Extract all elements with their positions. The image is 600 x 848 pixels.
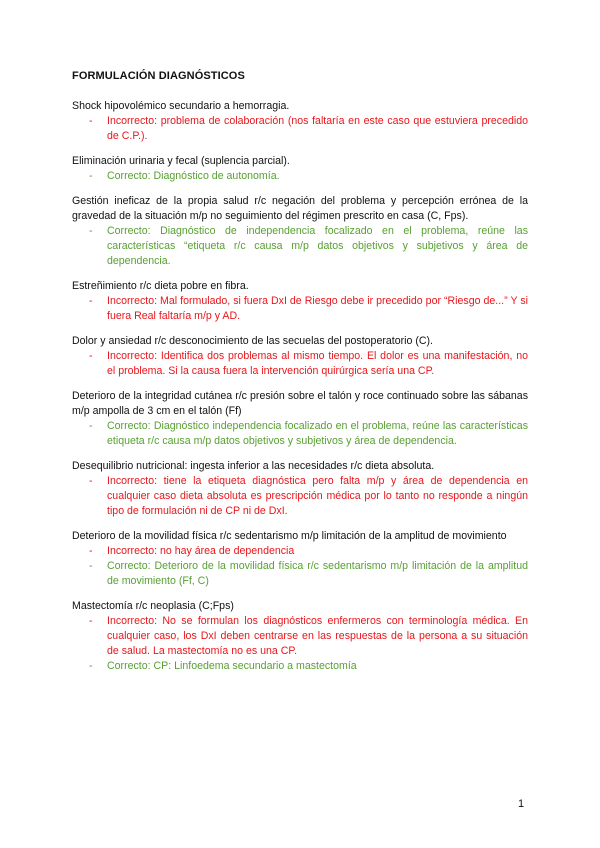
diagnosis-heading: Gestión ineficaz de la propia salud r/c negación del problema y percepción errónea de la gravedad de la situación m/p no seguimiento del régimen prescrito en casa (C, Fps). (72, 195, 528, 222)
document-title: FORMULACIÓN DIAGNÓSTICOS (72, 70, 245, 82)
correct-evaluation (72, 419, 528, 449)
diagnosis-heading: Shock hipovolémico secundario a hemorragia. (72, 100, 290, 112)
incorrect-evaluation (72, 294, 528, 324)
evaluation-text: Correcto: Diagnóstico de autonomía. (107, 170, 280, 182)
incorrect-evaluation (72, 614, 528, 659)
diagnosis-section (72, 334, 528, 379)
diagnosis-heading: Estreñimiento r/c dieta pobre en fibra. (72, 280, 249, 292)
diagnosis-section (72, 154, 528, 184)
evaluation-list (72, 224, 528, 269)
evaluation-list (72, 169, 528, 184)
diagnosis-section (72, 599, 528, 674)
evaluation-list (72, 419, 528, 449)
evaluation-text: Correcto: Diagnóstico de independencia focalizado en el problema, reúne las características “etiqueta r/c causa m/p datos objetivos y subjetivos y área de dependencia. (107, 225, 528, 267)
evaluation-text: Incorrecto: no hay área de dependencia (107, 545, 295, 557)
incorrect-evaluation (72, 544, 528, 559)
evaluation-text: Incorrecto: Identifica dos problemas al mismo tiempo. El dolor es una manifestación, no el problema. Si la causa fuera la intervención quirúrgica sería una CP. (107, 350, 528, 377)
evaluation-list (72, 474, 528, 519)
diagnosis-section (72, 459, 528, 519)
bullet-dash: - (89, 295, 93, 307)
bullet-dash: - (89, 350, 93, 362)
bullet-dash: - (89, 170, 93, 182)
evaluation-list (72, 544, 528, 589)
incorrect-evaluation (72, 114, 528, 144)
evaluation-text: Correcto: Deterioro de la movilidad física r/c sedentarismo m/p limitación de la amplitud de movimiento (Ff, C) (107, 560, 528, 587)
diagnosis-heading: Mastectomía r/c neoplasia (C;Fps) (72, 600, 234, 612)
diagnosis-section (72, 279, 528, 324)
diagnosis-heading: Eliminación urinaria y fecal (suplencia parcial). (72, 155, 290, 167)
bullet-dash: - (89, 475, 93, 487)
evaluation-text: Incorrecto: tiene la etiqueta diagnóstica pero falta m/p y área de dependencia en cualquier caso dieta absoluta es prescripción médica por lo tanto no responde a ningún tipo de formulación ni de CP ni de DxI. (107, 475, 528, 517)
correct-evaluation (72, 169, 528, 184)
bullet-dash: - (89, 615, 93, 627)
diagnosis-list (72, 99, 528, 674)
evaluation-list (72, 114, 528, 144)
diagnosis-section (72, 389, 528, 449)
evaluation-text: Incorrecto: No se formulan los diagnósticos enfermeros con terminología médica. En cualquier caso, los DxI deben centrarse en las respuestas de la persona a su situación de salud. La mastectomía no es una CP. (107, 615, 528, 657)
bullet-dash: - (89, 560, 93, 572)
evaluation-text: Correcto: Diagnóstico independencia focalizado en el problema, reúne las características etiqueta r/c causa m/p datos objetivos y subjetivos y área de dependencia. (107, 420, 528, 447)
bullet-dash: - (89, 420, 93, 432)
diagnosis-section (72, 99, 528, 144)
evaluation-list (72, 294, 528, 324)
diagnosis-heading: Dolor y ansiedad r/c desconocimiento de las secuelas del postoperatorio (C). (72, 335, 433, 347)
evaluation-list (72, 349, 528, 379)
incorrect-evaluation (72, 474, 528, 519)
evaluation-text: Incorrecto: Mal formulado, si fuera DxI de Riesgo debe ir precedido por “Riesgo de...” Y si fuera Real faltaría m/p y AD. (107, 295, 528, 322)
diagnosis-section (72, 194, 528, 269)
incorrect-evaluation (72, 349, 528, 379)
page-number: 1 (518, 798, 525, 810)
bullet-dash: - (89, 225, 93, 237)
evaluation-text: Correcto: CP: Linfoedema secundario a mastectomía (107, 660, 357, 672)
correct-evaluation (72, 659, 528, 674)
diagnosis-heading: Deterioro de la movilidad física r/c sedentarismo m/p limitación de la amplitud de movimiento (72, 530, 507, 542)
diagnosis-heading: Desequilibrio nutricional: ingesta inferior a las necesidades r/c dieta absoluta. (72, 460, 435, 472)
correct-evaluation (72, 559, 528, 589)
bullet-dash: - (89, 545, 93, 557)
bullet-dash: - (89, 115, 93, 127)
diagnosis-heading: Deterioro de la integridad cutánea r/c presión sobre el talón y roce continuado sobre las sábanas m/p ampolla de 3 cm en el talón (Ff) (72, 390, 528, 417)
document-content (72, 70, 528, 684)
evaluation-list (72, 614, 528, 674)
diagnosis-section (72, 529, 528, 589)
correct-evaluation (72, 224, 528, 269)
bullet-dash: - (89, 660, 93, 672)
evaluation-text: Incorrecto: problema de colaboración (nos faltaría en este caso que estuviera precedido de C.P.). (107, 115, 528, 142)
